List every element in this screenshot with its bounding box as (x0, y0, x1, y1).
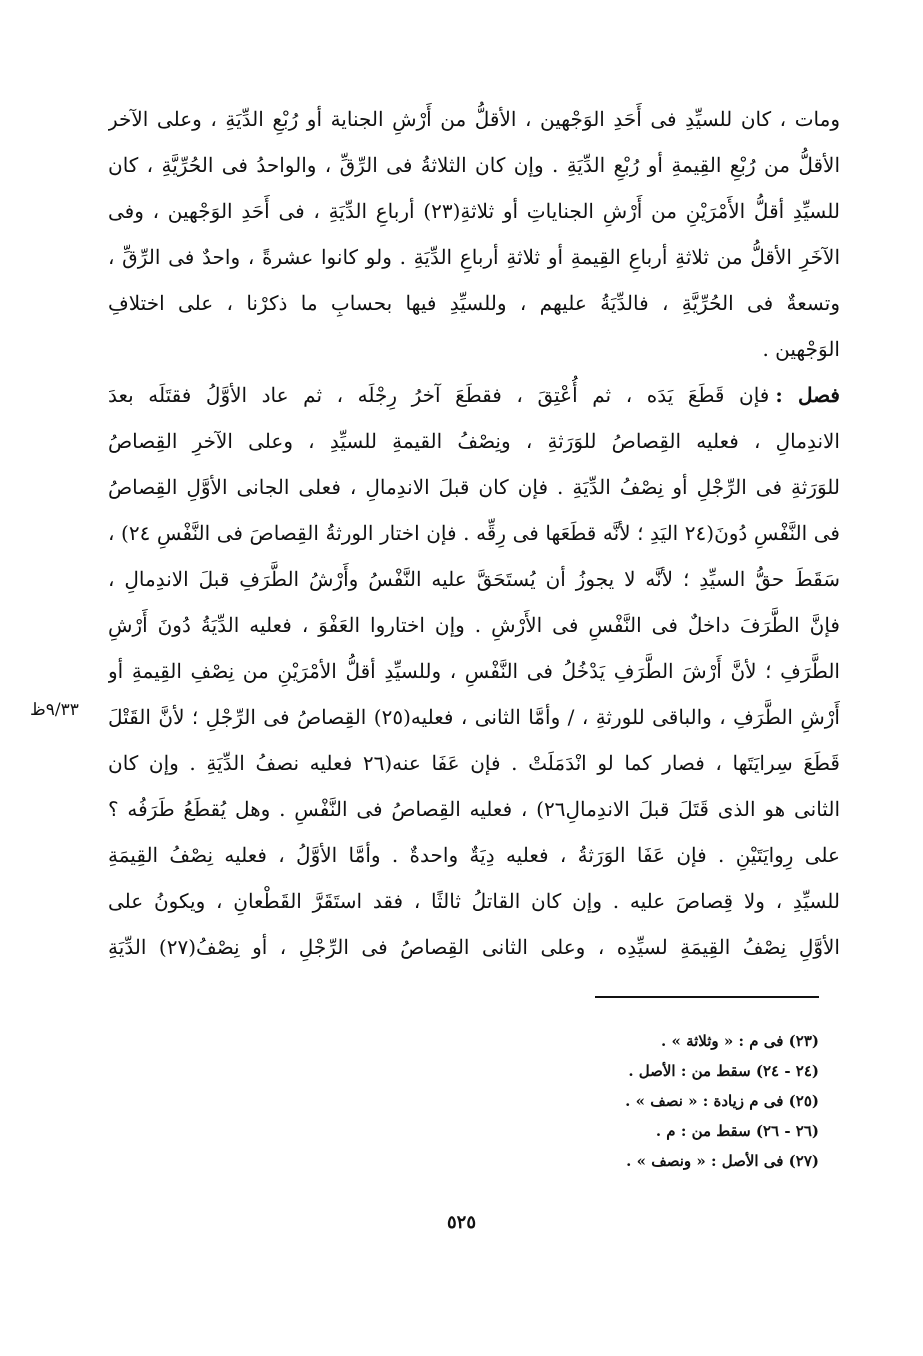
text-line: الآخَرِ الأقلُّ من ثلاثةِ أرباعِ القِيمةِ أو ثلاثةِ أرباعِ الدِّيَةِ . ولو كانوا عشرةً ، واحدٌ فى الرِّقِّ ، (108, 245, 840, 269)
footnote: (٢٦ - ٢٦) سقط من : م . (655, 1122, 819, 1140)
footnote-separator (595, 996, 819, 998)
text-line: على رِوايَتَيْنِ . فإن عَفَا الوَرَثةُ ، فعليه دِيَةٌ واحدةٌ . وأمَّا الأوَّلُ ، فعليه نِصْفُ القِيمَةِ (108, 843, 840, 867)
footnote: (٢٣) فى م : « وثلاثة » . (661, 1032, 819, 1050)
margin-folio-note: ٩/٣٣ظ (30, 700, 79, 720)
text-line: الأقلُّ من رُبْعِ القِيمةِ أو رُبْعِ الدِّيَةِ . وإن كان الثلاثةُ فى الرِّقِّ ، والواحدُ فى الحُرِّيَّةِ ، كان (108, 153, 840, 177)
footnotes (419, 1026, 819, 1176)
section-label: فصل : (775, 383, 840, 407)
text-line: الأوَّلِ نِصْفُ القِيمَةِ لسيِّدِه ، وعلى الثانى القِصاصُ فى الرِّجْلِ ، أو نِصْفُ(٢٧) الدِّيَةِ (108, 935, 840, 959)
text-line: للسيِّدِ أقلُّ الأَمْرَيْنِ من أَرْشِ الجناياتِ أو ثلاثةِ(٢٣) أرباعِ الدِّيَةِ ، فى أَحَدِ الوَجْهين ، وفى (108, 199, 840, 223)
section-first-line: فإن قَطَعَ يَدَه ، ثم أُعْتِقَ ، فقطَعَ آخرُ رِجْلَه ، ثم عاد الأوَّلُ فقتَلَه بعدَ (108, 383, 770, 407)
text-line: فى النَّفْسِ دُونَ(٢٤ اليَدِ ؛ لأنَّه قطَعَها فى رِقِّه . فإن اختار الورثةُ القِصاصَ فى النَّفْسِ ٢٤) ، (108, 521, 840, 545)
text-line: الوَجْهين . (762, 337, 840, 361)
text-line (108, 372, 840, 418)
text-line: للسيِّدِ ، ولا قِصاصَ عليه . وإن كان القاتلُ ثالثًا ، فقد استَقَرَّ القَطْعانِ ، ويكونُ على (108, 889, 840, 913)
text-line: سَقَطَ حقُّ السيِّدِ ؛ لأنَّه لا يجوزُ أن يُستَحَقَّ عليه النَّفْسُ وأَرْشُ الطَّرَفِ قبلَ الاندِمالِ ، (108, 567, 840, 591)
text-line: الطَّرَفِ ؛ لأنَّ أَرْشَ الطَّرَفِ يَدْخُلُ فى النَّفْسِ ، وللسيِّدِ أقلُّ الأمْرَيْنِ من نِصْفِ القِيمةِ أو (108, 659, 840, 683)
footnote: (٢٤ - ٢٤) سقط من : الأصل . (628, 1062, 819, 1080)
footnote: (٢٧) فى الأصل : « ونصف » . (626, 1152, 819, 1170)
text-line: قَطَعَ سِرايَتَها ، فصار كما لو انْدَمَلَتْ . فإن عَفَا عنه(٢٦ فعليه نصفُ الدِّيَةِ . وإن كان (108, 751, 840, 775)
text-line: أَرْشِ الطَّرَفِ ، والباقى للورثةِ ، / وأمَّا الثانى ، فعليه(٢٥) القِصاصُ فى الرِّجْلِ ؛ لأنَّ القَتْلَ (108, 705, 840, 729)
text-line: الاندِمالِ ، فعليه القِصاصُ للوَرَثةِ ، ونِصْفُ القيمةِ للسيِّدِ ، وعلى الآخرِ القِصاصُ (108, 429, 840, 453)
text-line: ومات ، كان للسيِّدِ فى أَحَدِ الوَجْهين ، الأقلُّ من أَرْشِ الجناية أو رُبْعِ الدِّيَةِ ، وعلى الآخر (108, 107, 840, 131)
paragraph-2 (108, 372, 840, 970)
footnote: (٢٥) فى م زيادة : « نصف » . (625, 1092, 819, 1110)
text-line: للوَرَثةِ فى الرِّجْلِ أو نِصْفُ الدِّيَةِ . فإن كان قبلَ الاندِمالِ ، فعلى الجانى الأوَّلِ القِصاصُ (108, 475, 840, 499)
text-line: وتسعةٌ فى الحُرِّيَّةِ ، فالدِّيَةُ عليهم ، وللسيِّدِ فيها بحسابِ ما ذكرْنا ، على اختلافِ (108, 291, 840, 315)
paragraph-1 (108, 96, 840, 372)
page-number: ٥٢٥ (446, 1212, 476, 1233)
text-line: الثانى هو الذى قَتَلَ قبلَ الاندِمالِ٢٦) ، فعليه القِصاصُ فى النَّفْسِ . وهل يُقطَعُ طَرَفُه ؟ (108, 797, 840, 821)
text-line: فإنَّ الطَّرَفَ داخلٌ فى النَّفْسِ فى الأَرْشِ . وإن اختاروا العَفْوَ ، فعليه الدِّيَةُ دُونَ أَرْشِ (108, 613, 840, 637)
main-text (108, 96, 840, 970)
